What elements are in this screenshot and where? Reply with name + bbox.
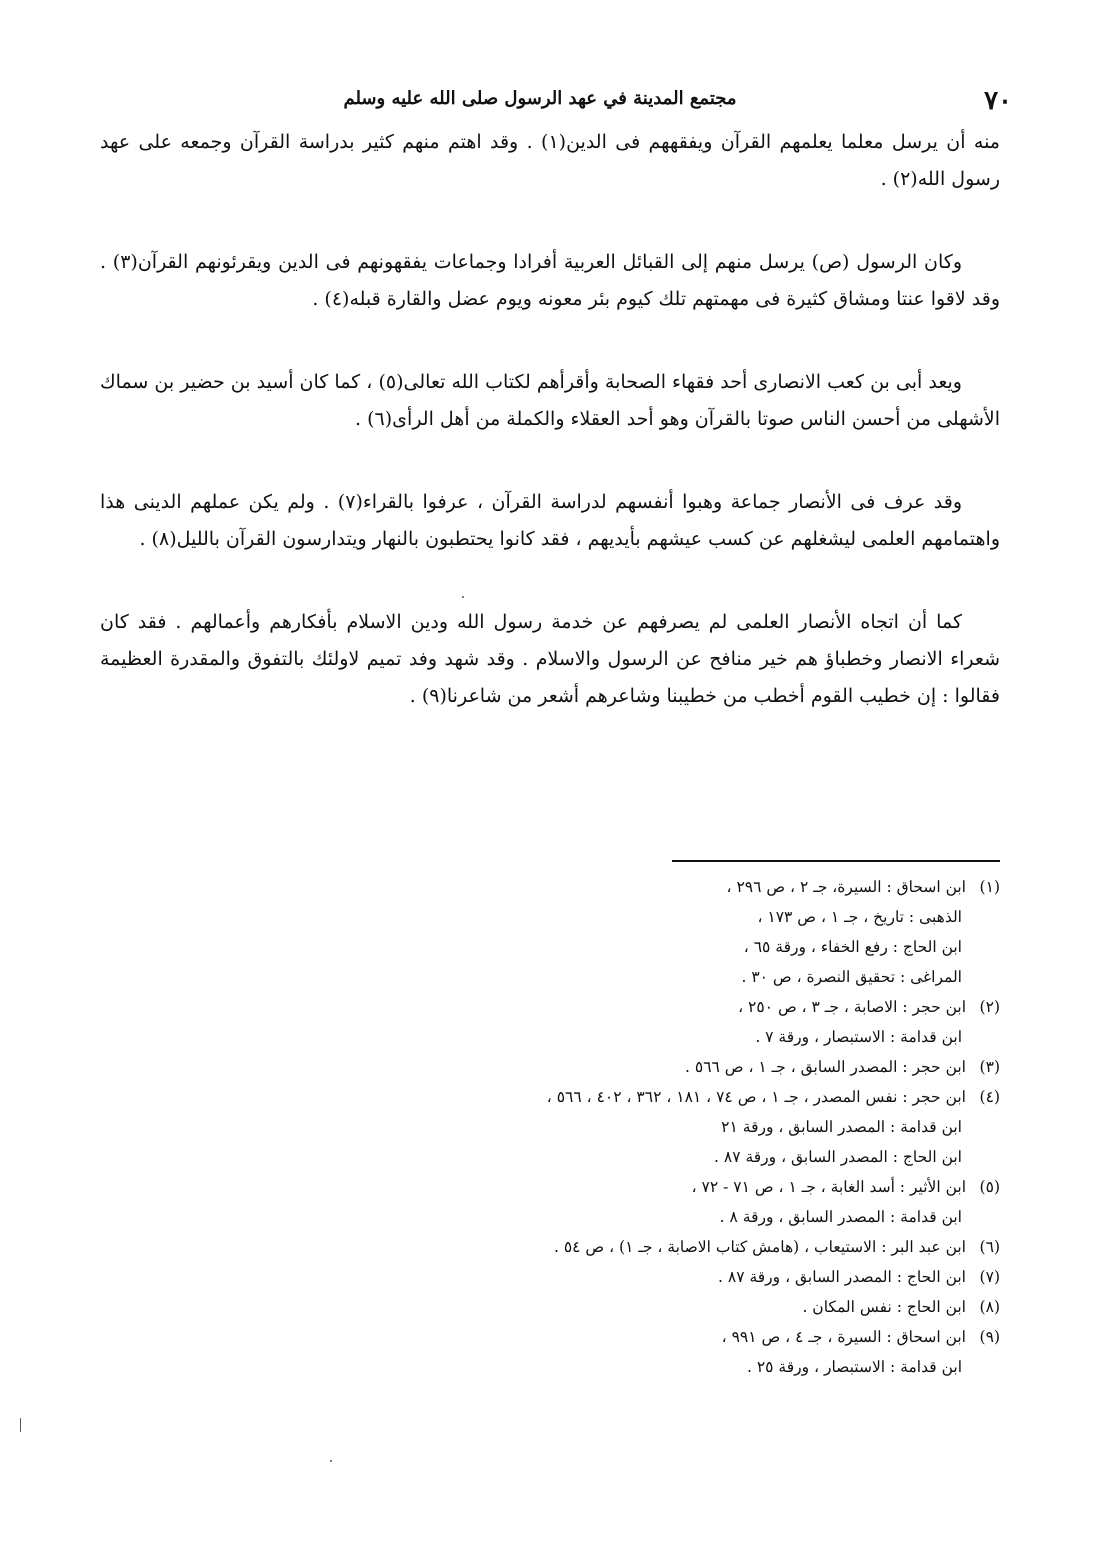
- footnote-separator: [672, 860, 1000, 862]
- body-paragraph: منه أن يرسل معلما يعلمهم القرآن ويفقههم فى الدين(١) . وقد اهتم منهم كثير بدراسة القرآن وجمعه على عهد رسول الله(٢) .: [100, 131, 1000, 190]
- footnote-number: (٩): [979, 1328, 1000, 1346]
- footnote-item: [400, 1322, 1000, 1352]
- footnote-number: (٨): [979, 1298, 1000, 1316]
- footnote-item: [400, 1172, 1000, 1202]
- scan-speck: [20, 1418, 21, 1432]
- scan-speck: [462, 596, 464, 598]
- footnote-text: الذهبى : تاريخ ، جـ ١ ، ص ١٧٣ ،: [757, 908, 962, 926]
- scan-speck: [330, 1460, 332, 1462]
- footnote-item: [400, 962, 1000, 992]
- footnote-text: ابن حجر : نفس المصدر ، جـ ١ ، ص ٧٤ ، ١٨١ ، ٣٦٢ ، ٤٠٢ ، ٥٦٦ ،: [546, 1088, 966, 1106]
- footnote-text: المراغى : تحقيق النصرة ، ص ٣٠ .: [741, 968, 962, 986]
- footnote-list: [400, 872, 1000, 1382]
- footnote-item: [400, 1352, 1000, 1382]
- footnote-item: [400, 1232, 1000, 1262]
- footnote-text: ابن الأثير : أسد الغابة ، جـ ١ ، ص ٧١ - ٧٢ ،: [691, 1178, 966, 1196]
- running-title: مجتمع المدينة في عهد الرسول صلى الله عليه وسلم: [343, 88, 737, 109]
- footnote-item: [400, 932, 1000, 962]
- footnote-text: ابن اسحاق : السيرة ، جـ ٤ ، ص ٩٩١ ،: [721, 1328, 966, 1346]
- footnote-text: ابن قدامة : المصدر السابق ، ورقة ٨ .: [719, 1208, 962, 1226]
- footnote-text: ابن حجر : المصدر السابق ، جـ ١ ، ص ٥٦٦ .: [685, 1058, 966, 1076]
- footnote-text: ابن الحاج : المصدر السابق ، ورقة ٨٧ .: [718, 1268, 966, 1286]
- footnote-item: [400, 992, 1000, 1022]
- footnote-item: [400, 872, 1000, 902]
- body-paragraph: وكان الرسول (ص) يرسل منهم إلى القبائل العربية أفرادا وجماعات يفقهونهم فى الدين ويقرئونهم القرآن(٣) . وقد لاقوا عنتا ومشاق كثيرة فى مهمتهم تلك كيوم بئر معونه ويوم عضل والقارة قبله(٤) .: [100, 251, 1000, 310]
- footnote-text: ابن عبد البر : الاستيعاب ، (هامش كتاب الاصابة ، جـ ١) ، ص ٥٤ .: [553, 1238, 966, 1256]
- footnote-text: ابن قدامة : الاستبصار ، ورقة ٧ .: [755, 1028, 962, 1046]
- footnote-item: [400, 1112, 1000, 1142]
- footnote-text: ابن الحاج : رفع الخفاء ، ورقة ٦٥ ،: [743, 938, 962, 956]
- footnote-number: (١): [979, 878, 1000, 896]
- body-paragraph: وقد عرف فى الأنصار جماعة وهبوا أنفسهم لدراسة القرآن ، عرفوا بالقراء(٧) . ولم يكن عملهم الدينى هذا واهتمامهم العلمى ليشغلهم عن كسب عيشهم بأيديهم ، فقد كانوا يحتطبون بالنهار ويتدارسون القرآن بالليل(٨) .: [100, 491, 1000, 550]
- footnote-text: ابن الحاج : نفس المكان .: [802, 1298, 966, 1316]
- footnote-text: ابن قدامة : الاستبصار ، ورقة ٢٥ .: [746, 1358, 962, 1376]
- footnote-item: [400, 1082, 1000, 1112]
- footnote-item: [400, 1142, 1000, 1172]
- footnote-item: [400, 902, 1000, 932]
- footnote-item: [400, 1202, 1000, 1232]
- footnotes: [400, 860, 1000, 1382]
- footnote-item: [400, 1262, 1000, 1292]
- footnote-number: (٦): [979, 1238, 1000, 1256]
- footnote-text: ابن الحاج : المصدر السابق ، ورقة ٨٧ .: [714, 1148, 962, 1166]
- page-number: ٧٠: [984, 86, 1012, 116]
- footnote-item: [400, 1292, 1000, 1322]
- body-text: [100, 124, 1000, 761]
- footnote-text: ابن اسحاق : السيرة، جـ ٢ ، ص ٢٩٦ ،: [726, 878, 966, 896]
- body-paragraph: ويعد أبى بن كعب الانصارى أحد فقهاء الصحابة وأقرأهم لكتاب الله تعالى(٥) ، كما كان أسيد بن حضير بن سماك الأشهلى من أحسن الناس صوتا بالقرآن وهو أحد العقلاء والكملة من أهل الرأى(٦) .: [100, 371, 1000, 430]
- footnote-number: (٣): [979, 1058, 1000, 1076]
- footnote-number: (٧): [979, 1268, 1000, 1286]
- footnote-number: (٢): [979, 998, 1000, 1016]
- footnote-number: (٥): [979, 1178, 1000, 1196]
- footnote-item: [400, 1022, 1000, 1052]
- footnote-text: ابن حجر : الاصابة ، جـ ٣ ، ص ٢٥٠ ،: [738, 998, 966, 1016]
- footnote-text: ابن قدامة : المصدر السابق ، ورقة ٢١: [721, 1118, 962, 1136]
- page-header: [100, 86, 1020, 120]
- body-paragraph: كما أن اتجاه الأنصار العلمى لم يصرفهم عن خدمة رسول الله ودين الاسلام بأفكارهم وأعمالهم . فقد كان شعراء الانصار وخطباؤ هم خير منافح عن الرسول والاسلام . وقد شهد وفد تميم لاولئك بالتفوق والمقدرة العظيمة فقالوا : إن خطيب القوم أخطب من خطيبنا وشاعرهم أشعر من شاعرنا(٩) .: [100, 611, 1000, 707]
- footnote-number: (٤): [979, 1088, 1000, 1106]
- footnote-item: [400, 1052, 1000, 1082]
